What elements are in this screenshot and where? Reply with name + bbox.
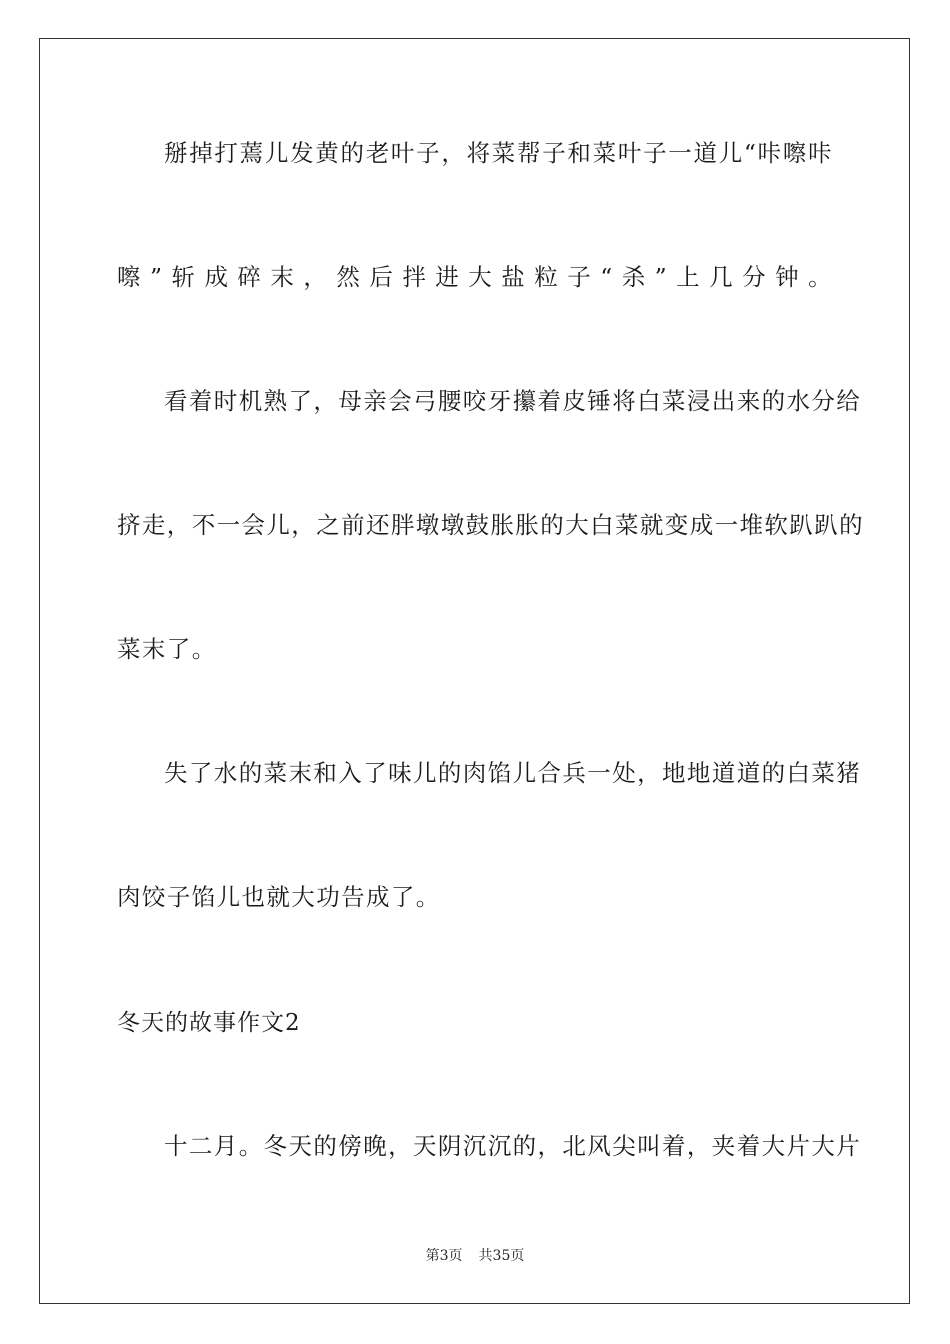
paragraph-line: 掰掉打蔫儿发黄的老叶子，将菜帮子和菜叶子一道儿“咔嚓咔 [164,139,833,167]
paragraph-line: 嚓”斩成碎末，然后拌进大盐粒子“杀”上几分钟。 [117,263,833,291]
paragraph-line: 失了水的菜末和入了味儿的肉馅儿合兵一处，地地道道的白菜猪 [164,759,862,787]
paragraph-line: 菜末了。 [117,635,217,663]
page-footer [0,1246,950,1266]
page-number: 第3页 [425,1248,463,1264]
section-heading: 冬天的故事作文2 [117,1010,301,1036]
page-border [39,38,910,1304]
page-total: 共35页 [478,1248,525,1264]
paragraph-line: 肉饺子馅儿也就大功告成了。 [117,883,441,911]
paragraph-line: 挤走，不一会儿，之前还胖墩墩鼓胀胀的大白菜就变成一堆软趴趴的 [117,511,864,539]
paragraph-line: 十二月。冬天的傍晚，天阴沉沉的，北风尖叫着，夹着大片大片 [164,1132,862,1160]
paragraph-line: 看着时机熟了，母亲会弓腰咬牙攥着皮锤将白菜浸出来的水分给 [164,387,862,415]
